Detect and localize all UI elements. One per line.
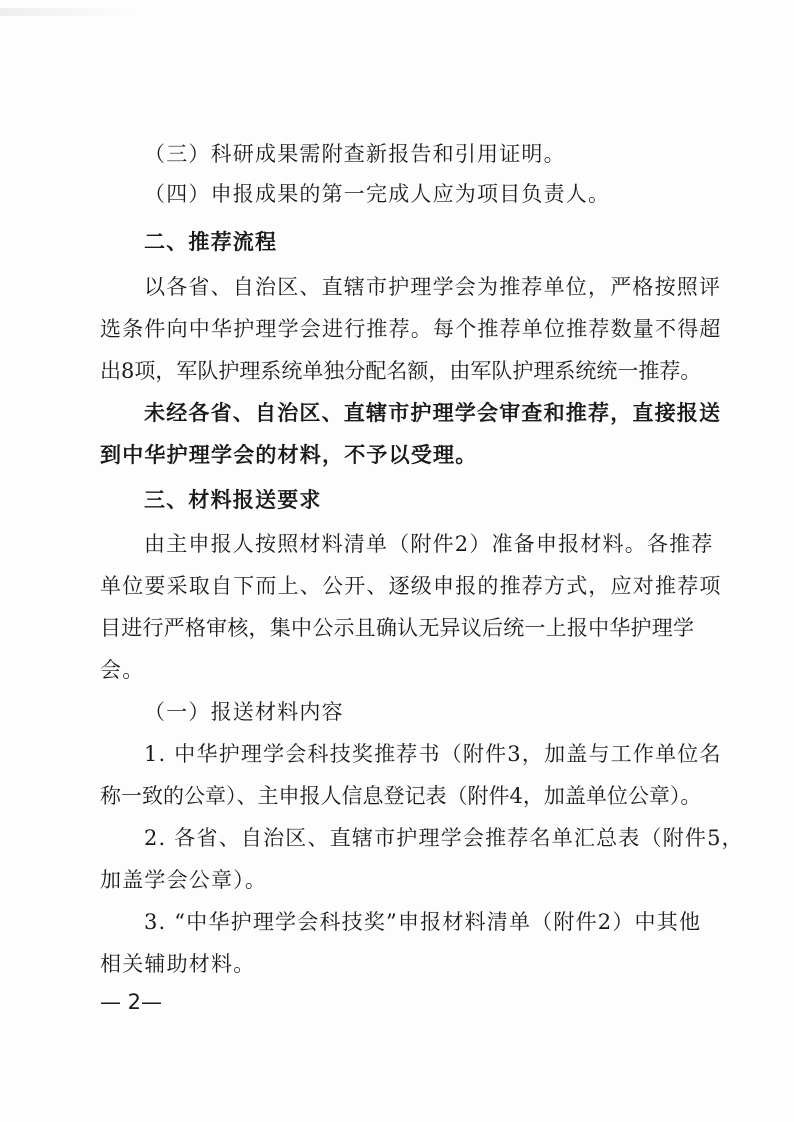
- paragraph-line: 选条件向中华护理学会进行推荐。每个推荐单位推荐数量不得超: [100, 317, 722, 341]
- list-item-line: 3. “中华护理学会科技奖”申报材料清单（附件2）中其他: [144, 910, 702, 934]
- paragraph-line: （四）申报成果的第一完成人应为项目负责人。: [144, 182, 611, 206]
- paragraph-line: 由主申报人按照材料清单（附件2）准备申报材料。各推荐: [144, 532, 714, 556]
- section-heading: 三、材料报送要求: [144, 488, 322, 512]
- section-heading: 二、推荐流程: [144, 230, 278, 254]
- paragraph-line: 以各省、自治区、直辖市护理学会为推荐单位，严格按照评: [144, 275, 722, 299]
- paragraph-line: （三）科研成果需附查新报告和引用证明。: [144, 142, 566, 166]
- emphasized-line: 到中华护理学会的材料，不予以受理。: [100, 442, 478, 467]
- list-item-line: 2. 各省、自治区、直辖市护理学会推荐名单汇总表（附件5，: [144, 826, 744, 850]
- list-item-line: 相关辅助材料。: [100, 952, 256, 976]
- emphasized-line: 未经各省、自治区、直辖市护理学会审查和推荐，直接报送: [144, 400, 722, 425]
- list-item-line: 称一致的公章）、主申报人信息登记表（附件4，加盖单位公章）。: [100, 784, 702, 808]
- paragraph-line: 出8项，军队护理系统单独分配名额，由军队护理系统统一推荐。: [100, 359, 702, 383]
- subsection-heading: （一）报送材料内容: [144, 700, 344, 724]
- paragraph-line: 目进行严格审核，集中公示且确认无异议后统一上报中华护理学: [100, 616, 694, 640]
- paragraph-line: 会。: [100, 658, 145, 682]
- page-number: — 2—: [100, 990, 163, 1014]
- scan-edge-mark: [0, 8, 140, 16]
- list-item-line: 加盖学会公章）。: [100, 868, 268, 892]
- paragraph-line: 单位要采取自下而上、公开、逐级申报的推荐方式，应对推荐项: [100, 574, 722, 598]
- list-item-line: 1. 中华护理学会科技奖推荐书（附件3，加盖与工作单位名: [144, 742, 722, 766]
